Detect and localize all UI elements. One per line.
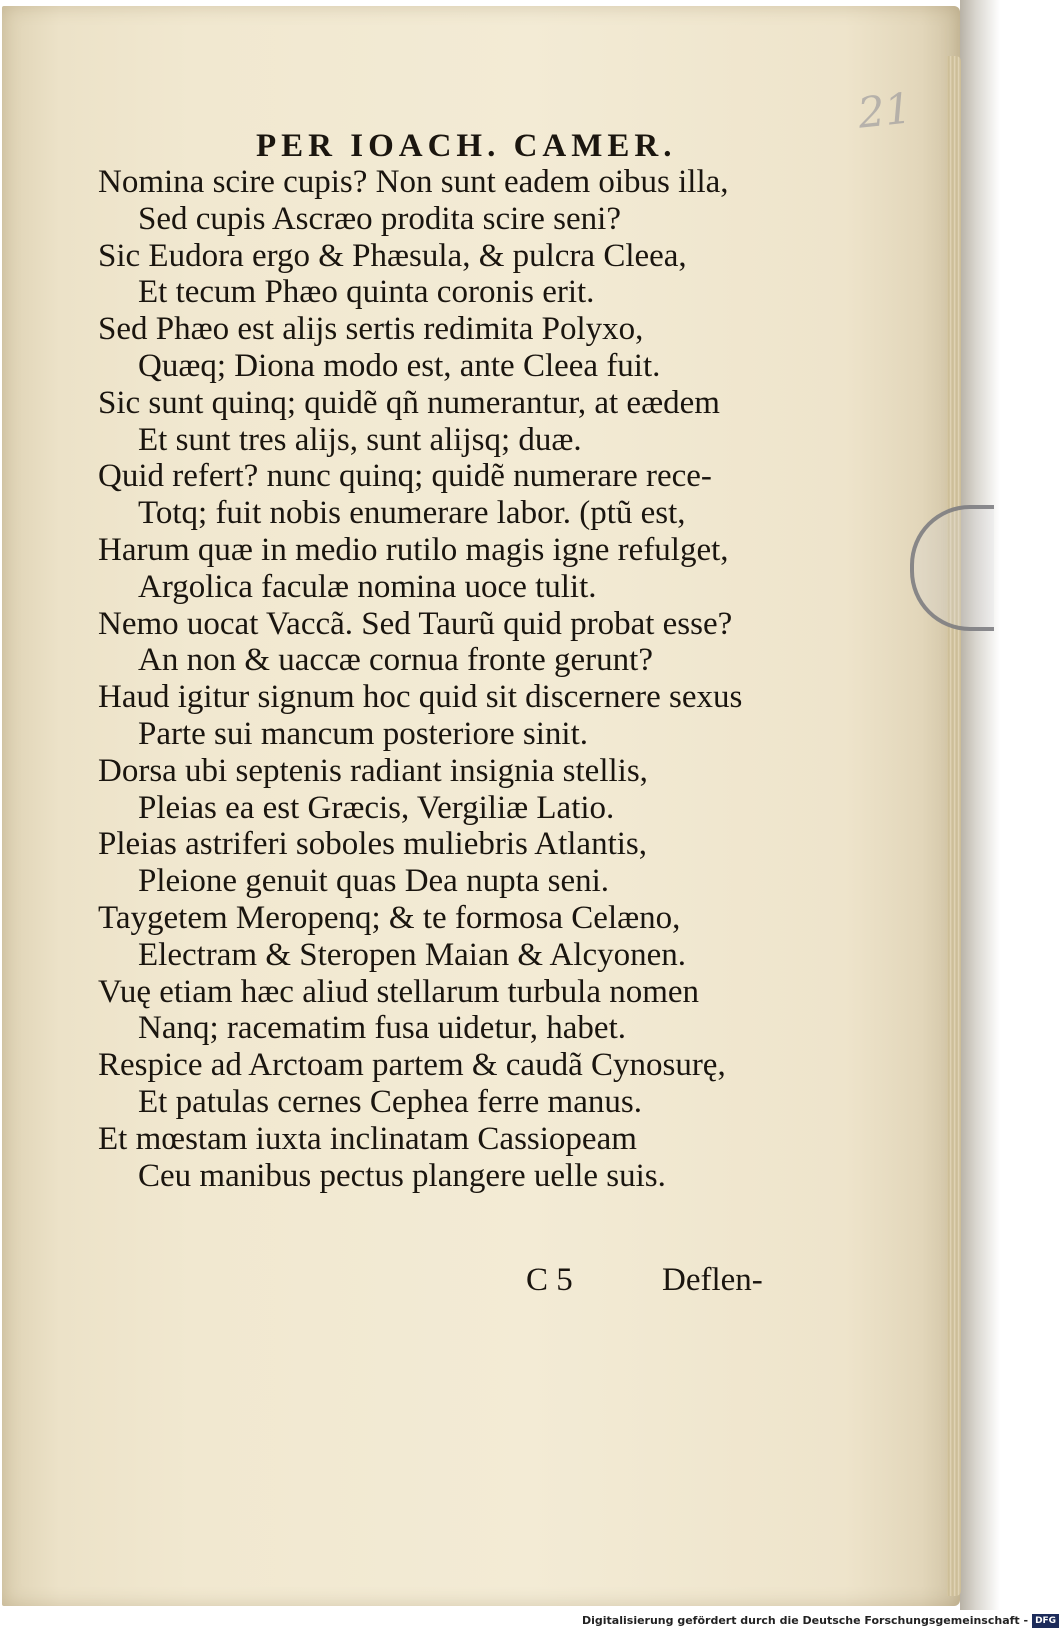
verse-line: Et tecum Phæo quinta coronis erit. (138, 274, 595, 311)
verse-line: Dorsa ubi septenis radiant insignia stellis, (98, 752, 648, 789)
verse-line: Argolica faculæ nomina uoce tulit. (138, 568, 597, 605)
bleed-through-text (802, 226, 952, 1376)
verse-line: Ceu manibus pectus plangere uelle suis. (138, 1157, 666, 1194)
verse-line: Electram & Steropen Maian & Alcyonen. (138, 936, 687, 973)
scanner-backdrop (960, 0, 1000, 1610)
verse-line: Quæq; Diona modo est, ante Cleea fuit. (138, 347, 661, 384)
verse-line: Sed Phæo est alijs sertis redimita Polyxo, (98, 311, 644, 348)
verse-line: Parte sui mancum posteriore sinit. (138, 715, 588, 752)
verse-line: Totq; fuit nobis enumerare labor. (ptũ est, (138, 495, 686, 532)
verse-line: Taygetem Meropenq; & te formosa Celæno, (98, 899, 681, 936)
running-head: PER IOACH. CAMER. (256, 128, 677, 164)
verse-line: Nemo uocat Vaccã. Sed Taurũ quid probat esse? (98, 605, 733, 642)
verse-line: Haud igitur signum hoc quid sit discernere sexus (98, 679, 743, 716)
verse-line: Quid refert? nunc quinq; quidẽ numerare rece- (98, 458, 712, 495)
verse-line: Harum quæ in medio rutilo magis igne refulget, (98, 531, 729, 568)
verse-line: Vuę etiam hæc aliud stellarum turbula nomen (98, 973, 700, 1010)
verse-line: Respice ad Arctoam partem & caudã Cynosurę, (98, 1047, 726, 1084)
verse-block (98, 164, 818, 1194)
verse-line: Et sunt tres alijs, sunt alijsq; duæ. (138, 421, 582, 458)
verse-line: Et mœstam iuxta inclinatam Cassiopeam (98, 1120, 637, 1157)
signature-mark: C 5 (526, 1262, 573, 1298)
verse-line: Sic sunt quinq; quidẽ qñ numerantur, at eædem (98, 384, 720, 421)
verse-line: Pleias ea est Græcis, Vergiliæ Latio. (138, 789, 615, 826)
catchword: Deflen- (662, 1262, 763, 1298)
dfg-logo-icon: DFG (1032, 1614, 1059, 1628)
verse-line: Pleias astriferi soboles muliebris Atlantis, (98, 826, 648, 863)
pencil-folio-number: 21 (855, 83, 914, 138)
verse-line: Sic Eudora ergo & Phæsula, & pulcra Cleea, (98, 237, 687, 274)
verse-line: Sed cupis Ascræo prodita scire seni? (138, 200, 621, 237)
credit-text: Digitalisierung gefördert durch die Deutsche Forschungsgemeinschaft - (582, 1614, 1029, 1627)
digitization-credit-bar (582, 1610, 1057, 1632)
verse-line: Pleione genuit quas Dea nupta seni. (138, 863, 610, 900)
verse-line: Nanq; racematim fusa uidetur, habet. (138, 1010, 626, 1047)
verse-line: Nomina scire cupis? Non sunt eadem oibus illa, (98, 164, 729, 200)
verse-line: An non & uaccæ cornua fronte gerunt? (138, 642, 653, 679)
verse-line: Et patulas cernes Cephea ferre manus. (138, 1083, 642, 1120)
